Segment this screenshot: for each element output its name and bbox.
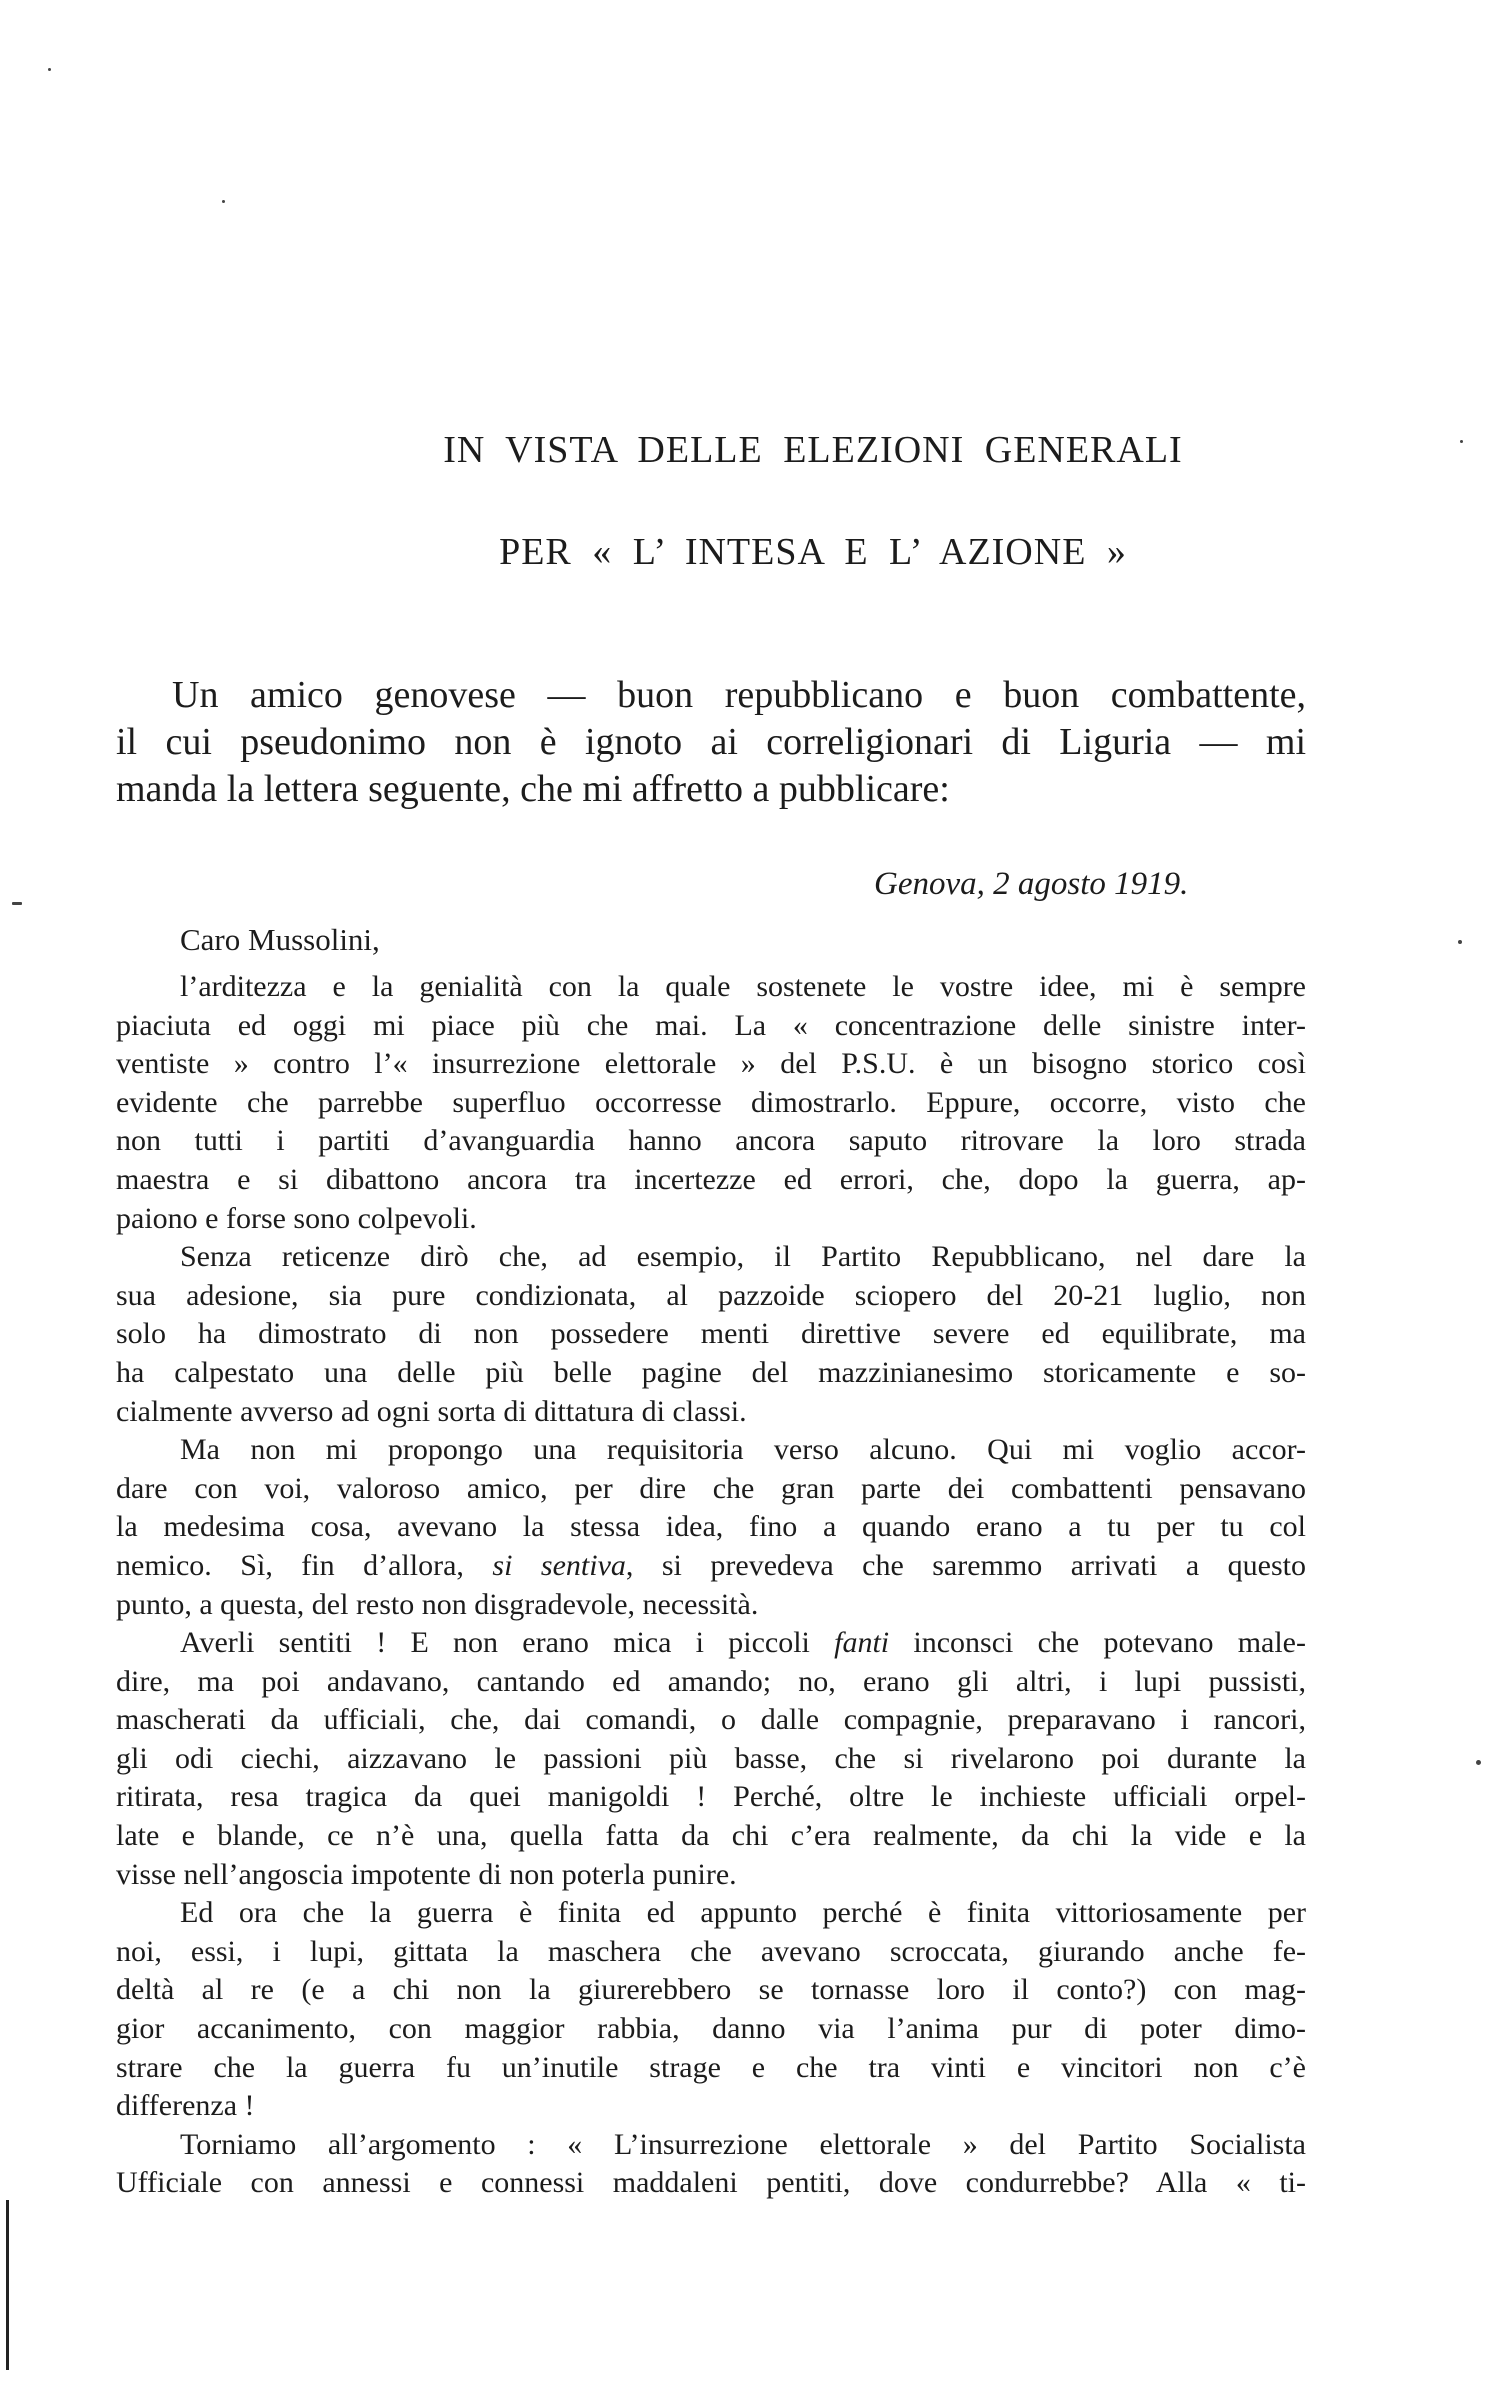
letter-line: deltà al re (e a chi non la giurerebbero se tornasse loro il conto?) con mag- <box>116 1973 1306 2007</box>
scan-speck <box>222 200 225 203</box>
letter-line: nemico. Sì, fin d’allora, si sentiva, si prevedeva che saremmo arrivati a questo <box>116 1548 1306 1582</box>
article-subtitle: PER « L’ INTESA E L’ AZIONE » <box>499 531 1127 573</box>
letter-line: strare che la guerra fu un’inutile strage e che tra vinti e vincitori non c’è <box>116 2050 1306 2084</box>
letter-line: Ed ora che la guerra è finita ed appunto perché è finita vittoriosamente per <box>180 1896 1306 1930</box>
letter-line: gior accanimento, con maggior rabbia, danno via l’anima pur di poter dimo- <box>116 2012 1306 2046</box>
letter-line: piaciuta ed oggi mi piace più che mai. La « concentrazione delle sinistre inter- <box>116 1008 1306 1042</box>
intro-paragraph <box>116 672 1306 813</box>
letter-line: non tutti i partiti d’avanguardia hanno ancora saputo ritrovare la loro strada <box>116 1124 1306 1158</box>
letter-dateline: Genova, 2 agosto 1919. <box>874 866 1189 902</box>
letter-line: noi, essi, i lupi, gittata la maschera che avevano scroccata, giurando anche fe- <box>116 1934 1306 1968</box>
scan-speck <box>1458 940 1462 944</box>
letter-line: sua adesione, sia pure condizionata, al pazzoide sciopero del 20-21 luglio, non <box>116 1278 1306 1312</box>
scan-speck <box>48 68 51 71</box>
letter-line: Senza reticenze dirò che, ad esempio, il Partito Repubblicano, nel dare la <box>180 1240 1306 1274</box>
letter-line: visse nell’angoscia impotente di non poterla punire. <box>116 1857 737 1891</box>
scan-edge-mark <box>6 2200 9 2370</box>
letter-line: Averli sentiti ! E non erano mica i piccoli fanti inconsci che potevano male- <box>180 1626 1306 1660</box>
letter-line: ventiste » contro l’« insurrezione elettorale » del P.S.U. è un bisogno storico così <box>116 1047 1306 1081</box>
letter-line: l’arditezza e la genialità con la quale sostenete le vostre idee, mi è sempre <box>180 970 1306 1003</box>
intro-line: manda la lettera seguente, che mi affretto a pubblicare: <box>116 768 950 810</box>
letter-line: Ufficiale con annessi e connessi maddaleni pentiti, dove condurrebbe? Alla « ti- <box>116 2166 1306 2200</box>
italic-emphasis: fanti <box>834 1626 890 1660</box>
intro-line: Un amico genovese — buon repubblicano e buon combattente, <box>172 674 1306 716</box>
letter-line: Torniamo all’argomento : « L’insurrezione elettorale » del Partito Socialista <box>180 2127 1306 2161</box>
intro-line: il cui pseudonimo non è ignoto ai correligionari di Liguria — mi <box>116 721 1306 763</box>
italic-emphasis: si sentiva <box>492 1548 626 1582</box>
letter-body <box>116 968 1306 2203</box>
letter-line: ha calpestato una delle più belle pagine del mazzinianesimo storicamente e so- <box>116 1355 1306 1389</box>
letter-line: cialmente avverso ad ogni sorta di dittatura di classi. <box>116 1394 747 1428</box>
letter-line: punto, a questa, del resto non disgradevole, necessità. <box>116 1587 759 1621</box>
letter-line: solo ha dimostrato di non possedere menti direttive severe ed equilibrate, ma <box>116 1317 1306 1351</box>
letter-salutation: Caro Mussolini, <box>180 922 380 957</box>
article-title: IN VISTA DELLE ELEZIONI GENERALI <box>443 429 1183 471</box>
scan-speck <box>12 902 22 905</box>
letter-line: dare con voi, valoroso amico, per dire che gran parte dei combattenti pensavano <box>116 1471 1306 1505</box>
letter-line: mascherati da ufficiali, che, dai comandi, o dalle compagnie, preparavano i rancori, <box>116 1703 1306 1737</box>
scan-speck <box>1460 440 1463 443</box>
letter-line: evidente che parrebbe superfluo occorresse dimostrarlo. Eppure, occorre, visto che <box>116 1085 1306 1119</box>
letter-line: la medesima cosa, avevano la stessa idea, fino a quando erano a tu per tu col <box>116 1510 1306 1544</box>
letter-line: gli odi ciechi, aizzavano le passioni più basse, che si rivelarono poi durante la <box>116 1741 1306 1775</box>
letter-line: Ma non mi propongo una requisitoria verso alcuno. Qui mi voglio accor- <box>180 1433 1306 1467</box>
letter-line: differenza ! <box>116 2089 255 2123</box>
letter-line: paiono e forse sono colpevoli. <box>116 1201 477 1235</box>
letter-line: maestra e si dibattono ancora tra incertezze ed errori, che, dopo la guerra, ap- <box>116 1162 1306 1196</box>
letter-line: late e blande, ce n’è una, quella fatta da chi c’era realmente, da chi la vide e la <box>116 1819 1306 1853</box>
letter-line: ritirata, resa tragica da quei manigoldi ! Perché, oltre le inchieste ufficiali orpel- <box>116 1780 1306 1814</box>
scan-speck <box>1476 1760 1481 1765</box>
letter-line: dire, ma poi andavano, cantando ed amando; no, erano gli altri, i lupi pussisti, <box>116 1664 1306 1698</box>
